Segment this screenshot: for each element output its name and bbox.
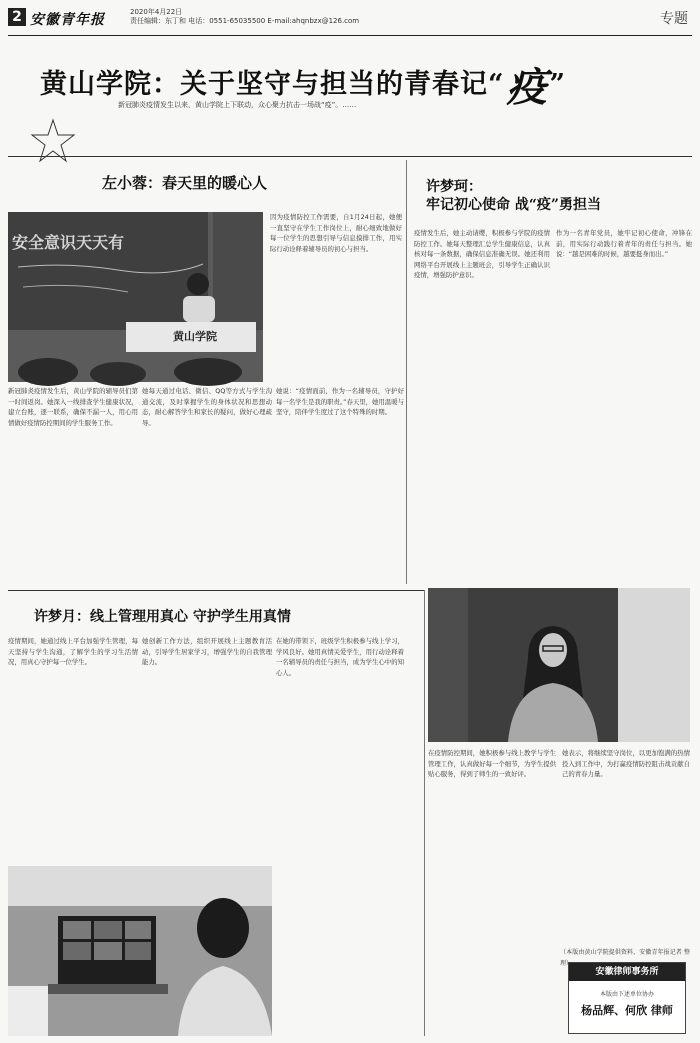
article-zuo-col4: 她说：“疫情面前，作为一名辅导员，守护好每一名学生是我的职责。”春天里，她用温暖与坚守，陪伴学生度过了这个特殊的时期。 — [276, 387, 404, 417]
photo-classroom-lecture — [8, 212, 263, 382]
photo-online-meeting — [8, 866, 272, 1036]
divider-top — [8, 156, 692, 157]
article-xumengyue-col2: 她创新工作方法，组织开展线上主题教育活动，引导学生居家学习，增强学生的自我管理能力。 — [142, 637, 272, 667]
article-xumengke-col4: 她表示，将继续坚守岗位，以更加饱满的热情投入到工作中，为打赢疫情防控阻击战贡献自己的青春力量。 — [562, 749, 690, 779]
column-divider-upper — [406, 160, 407, 584]
masthead-meta — [130, 8, 359, 26]
ad-subtitle: 本版由下述单位协办 — [599, 991, 654, 998]
paper-name: 安徽青年报 — [30, 12, 105, 28]
page-headline — [40, 48, 567, 111]
article-zuo-col1: 因为疫情防控工作需要，自1月24日起，她便一直坚守在学生工作岗位上，耐心细致地做好每一位学生的思想引导与信息摸排工作，用实际行动诠释着辅导员的初心与担当。 — [270, 213, 402, 253]
photo-student-speaking — [428, 588, 690, 742]
headline-part1: 黄山学院：关于坚守与担当的青春记“ — [40, 69, 505, 100]
article-xumengke-col1: 疫情发生后，她主动请缨，积极参与学院的疫情防控工作。她每天整理汇总学生健康信息，认真核对每一条数据，确保信息准确无误。她还利用网络平台开展线上主题班会，引导学生正确认识疫情，增强防护意识。 — [414, 229, 550, 280]
masthead-contact: 责任编辑：东丁和 电话：0551-65035500 E-mail:ahqnbzx@126.com — [130, 17, 360, 25]
advertisement-box — [568, 962, 686, 1034]
article-zuo-col3: 她每天通过电话、微信、QQ等方式与学生沟通交流，及时掌握学生的身体状况和思想动态，耐心解答学生和家长的疑问，做好心理疏导。 — [142, 387, 272, 427]
ad-header: 安徽律师事务所 — [569, 963, 685, 981]
star-icon — [30, 118, 76, 164]
divider-middle — [8, 590, 424, 591]
article-xumengke-col2: 作为一名青年党员，她牢记初心使命，冲锋在前，用实际行动践行着青年的责任与担当。她说：“越是困难的时候，越要挺身而出。” — [556, 229, 692, 259]
article-zuo-title: 左小蓉：春天里的暖心人 — [102, 174, 268, 192]
masthead — [8, 6, 692, 36]
article-xumengyue-col1: 疫情期间，她通过线上平台加强学生管理，每天坚持与学生沟通，了解学生的学习生活情况，用真心守护每一位学生。 — [8, 637, 138, 667]
column-divider-lower — [424, 590, 425, 1036]
ad-names: 杨品辉、何欣 律师 — [581, 1004, 673, 1017]
article-zuo-col2: 新冠肺炎疫情发生后，黄山学院的辅导员们第一时间返岗。她深入一线排查学生健康状况，建立台账，逐一联系，确保不漏一人，用心用情做好疫情防控期间的学生服务工作。 — [8, 387, 138, 427]
lead-paragraph: 新冠肺炎疫情发生以来，黄山学院上下联动，众心聚力抗击一场战“疫”。…… — [118, 101, 357, 109]
banner-text: 黄山学院 — [173, 330, 217, 343]
footer-note: （本版由黄山学院提供资料，安徽青年报记者 整理） — [560, 949, 690, 967]
article-xumengke-title-1: 许梦珂： — [426, 179, 482, 195]
article-xumengyue-col3: 在她的带领下，班级学生积极参与线上学习，学风良好。她用真情关爱学生，用行动诠释着一名辅导员的责任与担当，成为学生心中的知心人。 — [276, 637, 404, 677]
article-xumengyue-title: 许梦月：线上管理用真心 守护学生用真情 — [34, 609, 291, 625]
article-xumengke-title-2: 牢记初心使命 战“疫”勇担当 — [426, 197, 601, 213]
headline-part2: ” — [549, 69, 567, 100]
blackboard-text: 安全意识天天有 — [12, 233, 125, 252]
article-xumengke-col3: 在疫情防控期间，她积极参与线上教学与学生管理工作，认真做好每一个细节，为学生提供贴心服务，得到了师生的一致好评。 — [428, 749, 556, 779]
masthead-date: 2020年4月22日 — [130, 8, 183, 16]
headline-emphasis: 疫 — [506, 64, 548, 111]
page-number: 2 — [8, 8, 26, 26]
section-tag: 专题 — [660, 11, 688, 27]
